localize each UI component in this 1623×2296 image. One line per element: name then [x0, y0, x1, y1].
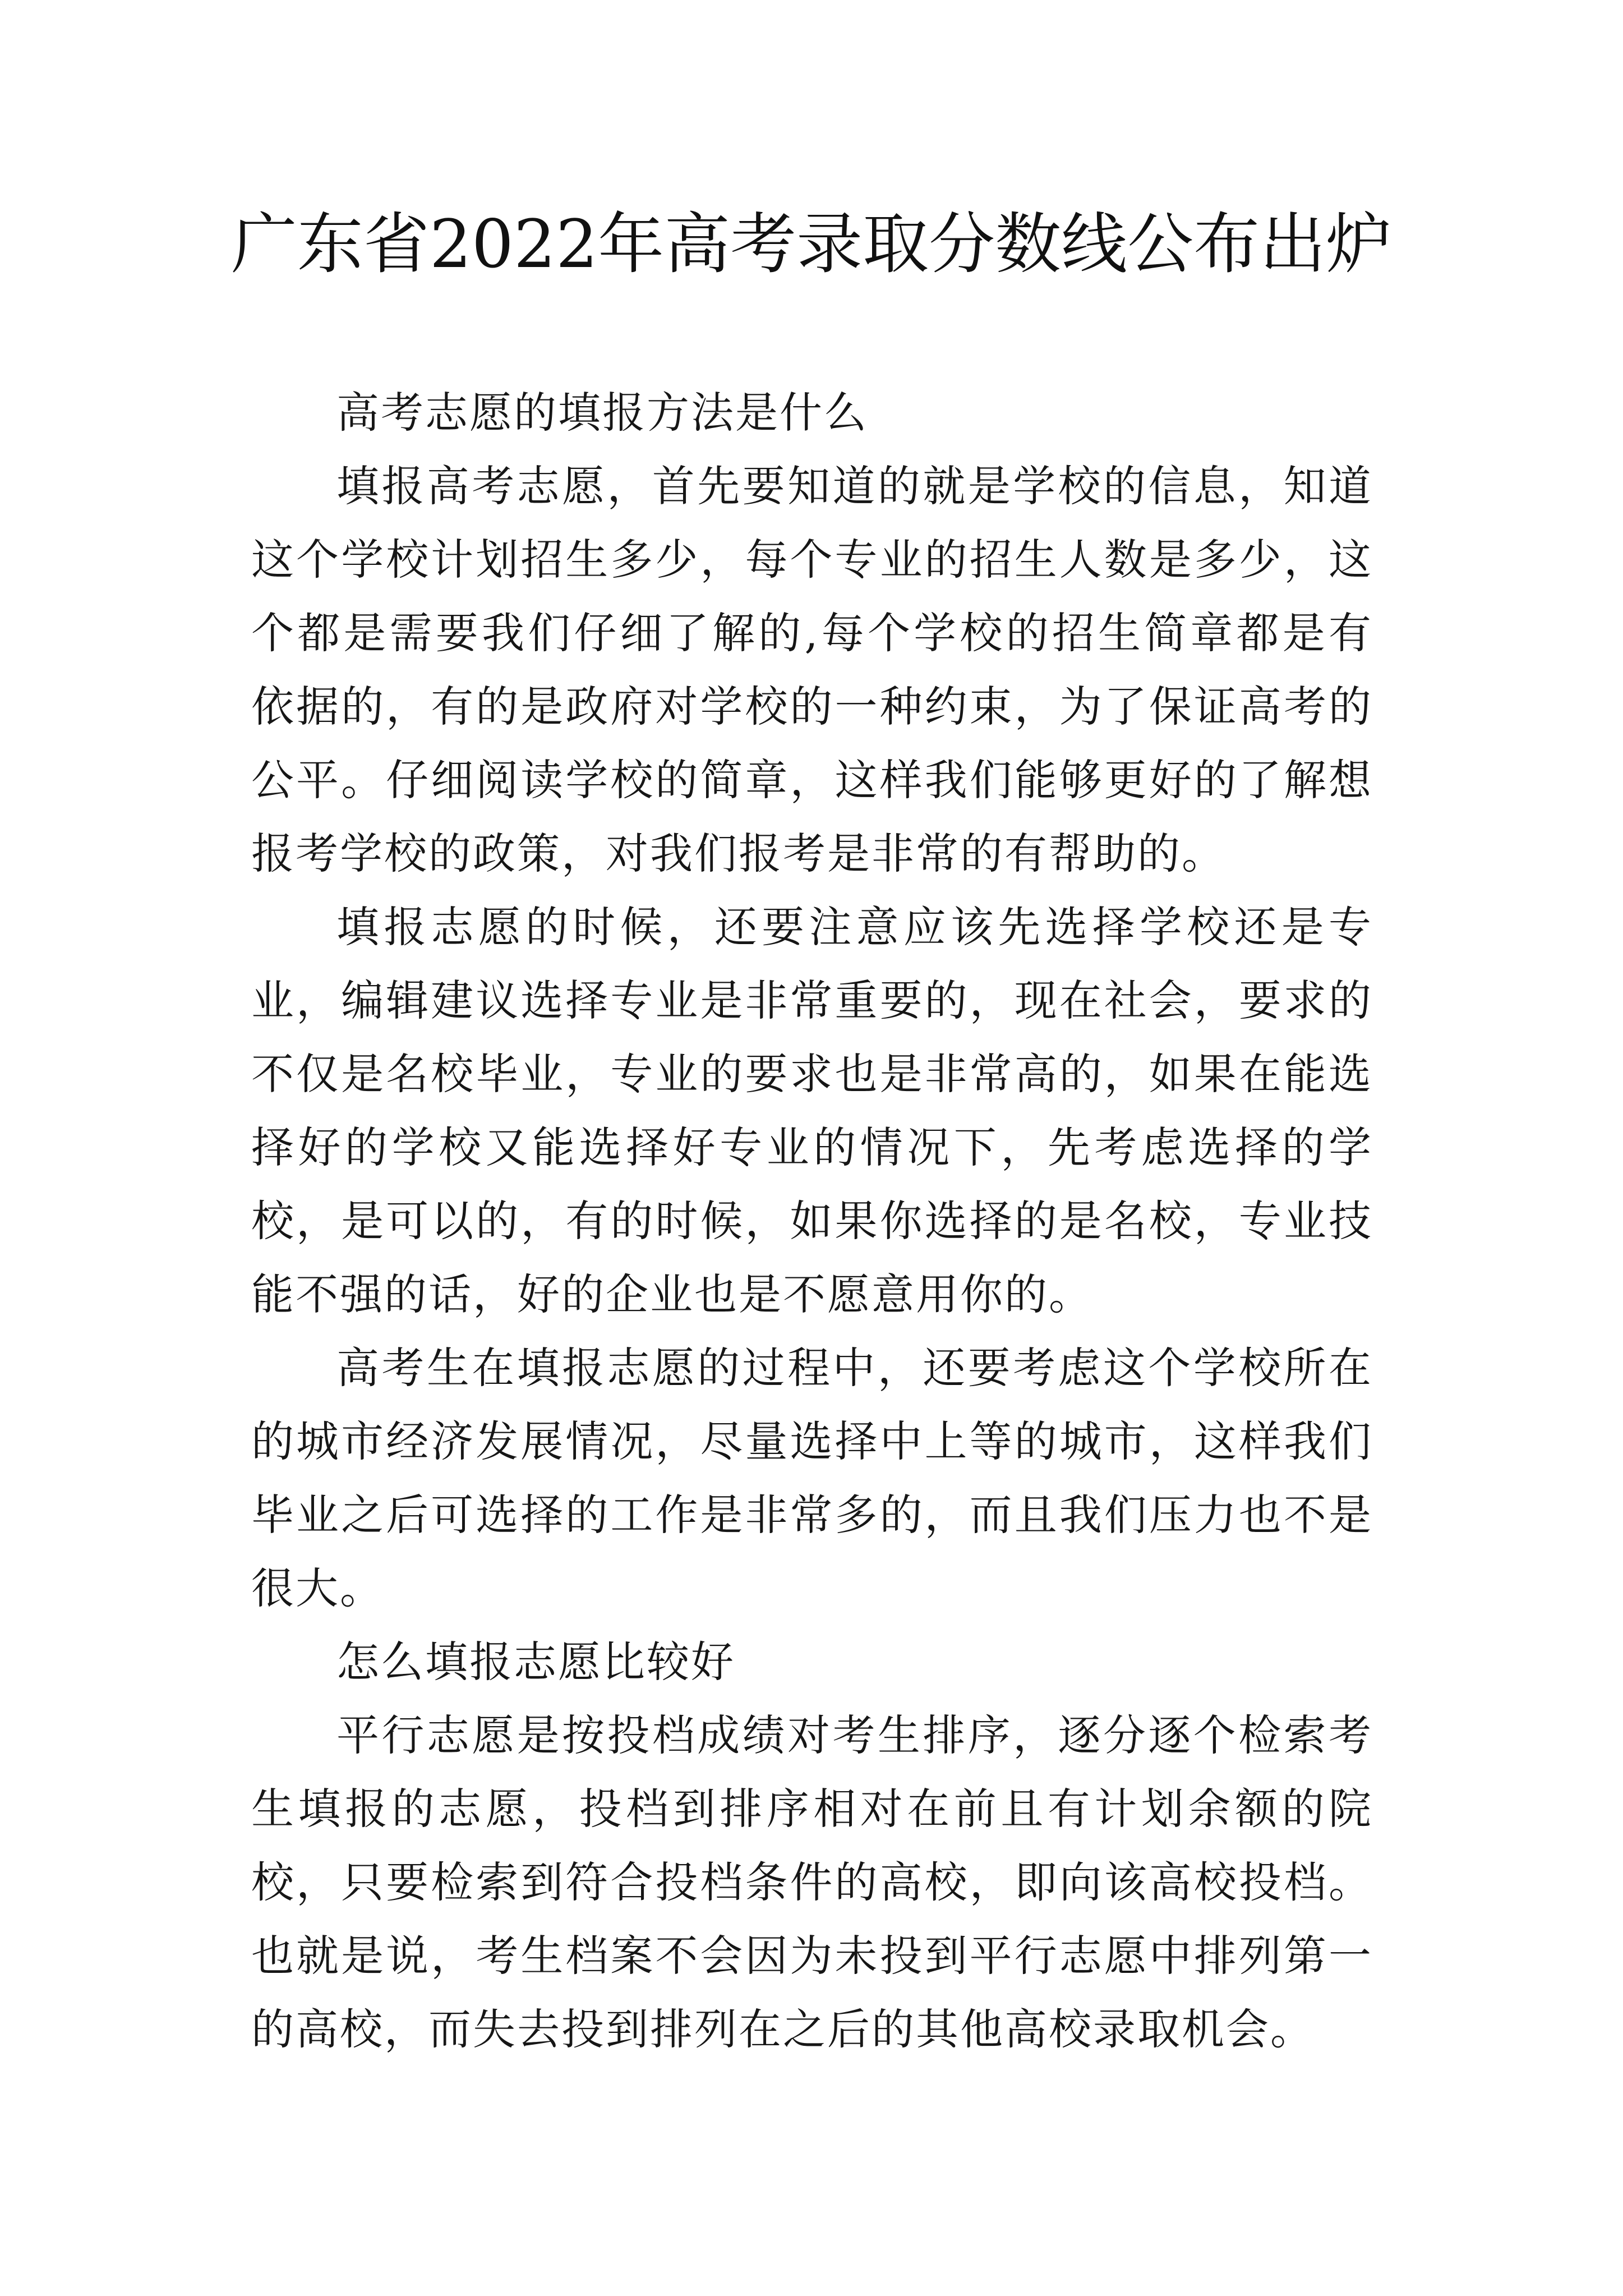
paragraph-school-info: 填报高考志愿，首先要知道的就是学校的信息，知道这个学校计划招生多少，每个专业的招生人数是多少，这个都是需要我们仔细了解的,每个学校的招生简章都是有依据的，有的是政府对学校的一种约束，为了保证高考的公平。仔细阅读学校的简章，这样我们能够更好的了解想报考学校的政策，对我们报考是非常的有帮助的。	[251, 461, 1373, 878]
paragraph-parallel-volunteer: 平行志愿是按投档成绩对考生排序，逐分逐个检索考生填报的志愿，投档到排序相对在前且有计划余额的院校，只要检索到符合投档条件的高校，即向该高校投档。也就是说，考生档案不会因为未投到平行志愿中排列第一的高校，而失去投到排列在之后的其他高校录取机会。	[251, 1710, 1373, 2054]
document-title: 广东省2022年高考录取分数线公布出炉	[230, 205, 1393, 283]
paragraph-city-economy: 高考生在填报志愿的过程中，还要考虑这个学校所在的城市经济发展情况，尽量选择中上等的城市，这样我们毕业之后可选择的工作是非常多的，而且我们压力也不是很大。	[251, 1343, 1373, 1613]
paragraph-school-vs-major: 填报志愿的时候，还要注意应该先选择学校还是专业，编辑建议选择专业是非常重要的，现在社会，要求的不仅是名校毕业，专业的要求也是非常高的，如果在能选择好的学校又能选择好专业的情况下，先考虑选择的学校，是可以的，有的时候，如果你选择的是名校，专业技能不强的话，好的企业也是不愿意用你的。	[251, 902, 1373, 1319]
section-heading-filling-method: 高考志愿的填报方法是什么	[336, 388, 868, 438]
document-body	[251, 376, 1373, 2066]
section-heading-how-to-fill: 怎么填报志愿比较好	[336, 1637, 735, 1687]
